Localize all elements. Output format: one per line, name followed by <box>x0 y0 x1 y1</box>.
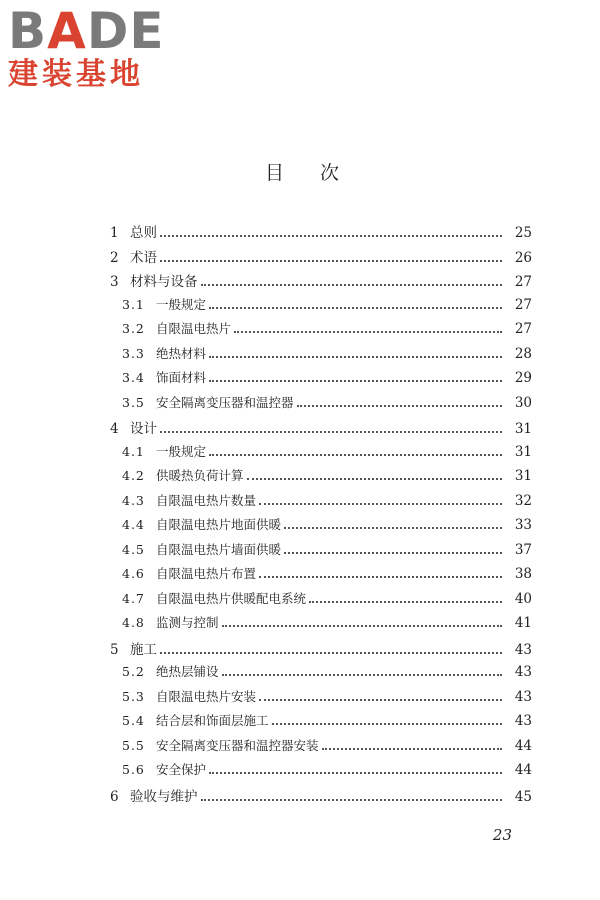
toc-entry-number: 4.7 <box>122 590 145 606</box>
toc-entry-number: 5.4 <box>122 713 145 728</box>
logo-subtitle: 建装基地 <box>8 57 144 92</box>
toc-entry-number: 4.2 <box>122 468 145 483</box>
toc-entry-page: 43 <box>514 713 532 729</box>
toc-entry-number: 4.4 <box>122 517 145 532</box>
toc-entry-number: 3.2 <box>122 321 145 336</box>
toc-entry-page: 31 <box>514 443 532 460</box>
toc-leader-dots <box>160 651 502 654</box>
toc-entry-title: 监测与控制 <box>156 615 219 630</box>
toc-leader-dots <box>209 355 502 358</box>
page-title: 目次 <box>264 162 375 184</box>
toc-entry-number: 5 <box>110 641 119 658</box>
toc-leader-dots <box>160 259 502 262</box>
toc-leader-dots <box>247 477 502 480</box>
toc-leader-dots <box>284 551 502 554</box>
toc-entry-title: 自限温电热片 <box>156 321 232 336</box>
toc-leader-dots <box>222 673 502 676</box>
toc-entry-page: 25 <box>514 225 532 241</box>
toc-leader-dots <box>222 624 502 627</box>
toc-entry-number: 4.1 <box>122 443 145 459</box>
toc-entry-title: 一般规定 <box>156 443 207 459</box>
toc-entry <box>100 515 532 540</box>
toc-entry-page: 44 <box>514 762 532 778</box>
toc-entry-title: 术语 <box>130 249 157 266</box>
toc-entry-title: 施工 <box>130 641 157 658</box>
toc-entry-title: 安全保护 <box>156 762 207 777</box>
toc-entry-title: 材料与设备 <box>130 274 198 290</box>
toc-entry-number: 3.4 <box>122 370 145 385</box>
toc-entry-title: 总则 <box>130 225 157 241</box>
toc-entry <box>100 466 532 491</box>
toc-entry <box>100 295 532 320</box>
toc-entry-page: 41 <box>514 615 532 631</box>
toc-entry-page: 44 <box>514 737 532 754</box>
toc-entry <box>100 662 532 687</box>
toc-entry-page: 28 <box>514 345 532 362</box>
toc-entry-number: 4.6 <box>122 566 145 581</box>
toc-entry-title: 饰面材料 <box>156 370 207 385</box>
toc-leader-dots <box>209 771 502 774</box>
toc-entry-number: 2 <box>110 249 119 266</box>
logo-letters-b: B <box>8 2 48 60</box>
toc-entry-number: 3.5 <box>122 394 145 410</box>
toc-entry <box>100 368 532 393</box>
toc-entry-page: 31 <box>514 421 532 437</box>
toc-entry-title: 安全隔离变压器和温控器 <box>156 394 294 410</box>
toc-entry <box>100 344 532 369</box>
toc-entry-title: 自限温电热片供暖配电系统 <box>156 590 307 606</box>
toc-entry-number: 1 <box>110 225 119 241</box>
toc-entry-title: 验收与维护 <box>130 788 198 805</box>
toc-entry-title: 供暖热负荷计算 <box>156 468 244 483</box>
toc-leader-dots <box>322 747 502 750</box>
toc-entry-number: 5.2 <box>122 664 145 679</box>
toc-leader-dots <box>209 379 502 382</box>
logo-letters-de: DE <box>86 2 165 60</box>
toc-entry-title: 自限温电热片数量 <box>156 492 257 508</box>
toc-entry-number: 6 <box>110 788 119 805</box>
toc-entry <box>100 319 532 344</box>
toc-entry-title: 设计 <box>130 421 157 437</box>
toc-entry-page: 45 <box>514 788 532 805</box>
table-of-contents <box>100 221 532 809</box>
toc-entry <box>100 687 532 712</box>
toc-entry-page: 27 <box>514 274 532 290</box>
toc-entry-number: 5.5 <box>122 737 145 753</box>
toc-entry-page: 43 <box>514 641 532 658</box>
toc-entry <box>100 417 532 442</box>
toc-entry-page: 30 <box>514 394 532 411</box>
toc-entry-number: 3.1 <box>122 296 145 312</box>
toc-entry <box>100 785 532 810</box>
toc-entry-page: 32 <box>514 492 532 509</box>
toc-leader-dots <box>201 283 503 286</box>
toc-entry <box>100 540 532 565</box>
toc-entry-number: 5.3 <box>122 688 145 704</box>
toc-entry-title: 自限温电热片布置 <box>156 566 257 581</box>
toc-entry-title: 绝热层铺设 <box>156 664 219 679</box>
toc-entry-number: 4.5 <box>122 541 145 557</box>
toc-leader-dots <box>160 234 502 237</box>
toc-entry-title: 结合层和饰面层施工 <box>156 713 269 728</box>
toc-leader-dots <box>272 722 502 725</box>
toc-leader-dots <box>259 502 502 505</box>
toc-leader-dots <box>160 430 502 433</box>
toc-entry-page: 37 <box>514 541 532 558</box>
toc-entry <box>100 442 532 467</box>
logo-wordmark <box>8 4 178 58</box>
toc-entry <box>100 221 532 246</box>
toc-entry-page: 27 <box>514 321 532 337</box>
toc-leader-dots <box>309 600 502 603</box>
toc-entry-title: 自限温电热片地面供暖 <box>156 517 282 532</box>
toc-entry <box>100 491 532 516</box>
toc-entry-page: 31 <box>514 468 532 484</box>
toc-entry <box>100 711 532 736</box>
toc-entry-page: 26 <box>514 249 532 266</box>
brand-logo <box>8 4 178 92</box>
toc-leader-dots <box>209 306 502 309</box>
toc-leader-dots <box>284 526 502 529</box>
page-number: 23 <box>492 826 512 844</box>
toc-entry <box>100 613 532 638</box>
toc-entry-page: 27 <box>514 296 532 313</box>
toc-entry-number: 4.3 <box>122 492 145 508</box>
toc-entry <box>100 760 532 785</box>
toc-entry-title: 一般规定 <box>156 296 207 312</box>
toc-leader-dots <box>209 453 502 456</box>
toc-entry <box>100 736 532 761</box>
toc-entry <box>100 638 532 663</box>
toc-leader-dots <box>234 330 502 333</box>
toc-entry-number: 3 <box>110 274 119 290</box>
toc-leader-dots <box>201 798 503 801</box>
toc-entry-title: 自限温电热片墙面供暖 <box>156 541 282 557</box>
toc-entry-title: 安全隔离变压器和温控器安装 <box>156 737 319 753</box>
toc-entry-number: 5.6 <box>122 762 145 777</box>
toc-entry-title: 自限温电热片安装 <box>156 688 257 704</box>
toc-entry-page: 43 <box>514 664 532 680</box>
toc-entry-title: 绝热材料 <box>156 345 207 361</box>
toc-leader-dots <box>297 404 502 407</box>
toc-entry <box>100 270 532 295</box>
toc-entry <box>100 246 532 271</box>
toc-leader-dots <box>259 575 502 578</box>
toc-entry-number: 3.3 <box>122 345 145 361</box>
toc-entry <box>100 564 532 589</box>
toc-entry <box>100 589 532 614</box>
toc-leader-dots <box>259 698 502 701</box>
toc-entry-page: 40 <box>514 590 532 607</box>
toc-entry-page: 38 <box>514 566 532 582</box>
toc-entry-number: 4 <box>110 421 119 437</box>
toc-entry-number: 4.8 <box>122 615 145 630</box>
toc-entry <box>100 393 532 418</box>
logo-letter-a: A <box>47 2 87 60</box>
toc-entry-page: 43 <box>514 688 532 705</box>
toc-entry-page: 29 <box>514 370 532 386</box>
toc-entry-page: 33 <box>514 517 532 533</box>
